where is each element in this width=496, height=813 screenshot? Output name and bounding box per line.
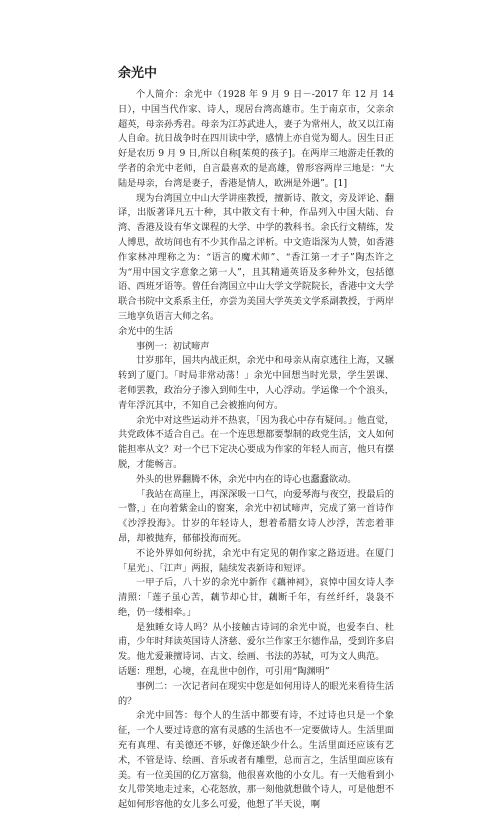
section-heading-life: 余光中的生活 bbox=[118, 325, 174, 337]
paragraph-example-one-g: 是独睡女诗人吗？从小接触古诗词的余光中说，也爱李白、杜甫，少年时拜读英国诗人济慈、爱尔兰作家王尔德作品，受到许多启发。他尤爱兼擅诗词、古文、绘画、书法的苏轼，可为文人典范。 bbox=[118, 621, 394, 663]
paragraph-career: 现为台湾国立中山大学讲座教授，擅新诗、散文，旁及评论、翻译，出版著译凡五十种，其中散文有十种，作品列入中国大陆、台湾、香港及设有华文课程的大学、中学的教科书。余氏行文精练，发人博思，故坊间也有不少其作品之评析。中文造诣深为人赞，如香港作家林冲理称之为：“语言的魔术师”、“香江第一才子”陶杰许之为“用中国文字意象之第一人”，且其精通英语及多种外文，包括德语、西班牙语等。曾任台湾国立中山大学文学院院长，香港中文大学联合书院中文系系主任，亦尝为美国大学英美文学系副教授，于两岸三地享负语言大师之名。 bbox=[118, 192, 394, 322]
paragraph-example-one-a: 廿岁那年，国共内战正炽，余光中和母亲从南京逃往上海，又辗转到了厦门。「时局非常动荡！」余光中回想当时光景，学生罢课、老师罢教，政治分子渗入到师生中，人心浮动。学运像一个个浪头，青年浮沉其中，不知自己会被推向何方。 bbox=[118, 355, 394, 411]
example-one-heading: 事例一：初试啼声 bbox=[136, 340, 210, 352]
paragraph-example-one-c: 外头的世界翻腾不休，余光中内在的诗心也蠢蠢欲动。 bbox=[136, 473, 357, 485]
topic-line: 话题：理想，心境，在乱世中创作，可引用“陶渊明” bbox=[118, 666, 330, 678]
document-title: 余光中 bbox=[118, 66, 158, 81]
document-page bbox=[118, 66, 394, 813]
paragraph-example-one-b: 余光中对这些运动并不热衷，「因为我心中存有疑问。」他直觉，共党政体不适合自己。在一个连思想都要掣制的政党生活，文人如何能担率从文？对一个已下定决心要成为作家的年轻人而言，他只有摆脱，才能畅言。 bbox=[118, 414, 394, 470]
paragraph-intro: 个人简介：余光中（1928 年 9 月 9 日－-2017 年 12 月 14 日），中国当代作家、诗人，现居台湾高雄市。生于南京市，父亲余超英，母亲孙秀君。母亲为江苏武进人，妻子为常州人，故又以江南人自命。抗日战争时在四川读中学，感情上亦自觉为蜀人。因生日正好是农历 9 月 9 日,所以自称[茱萸的孩子]。在两岸三地游走任教的学者的余光中老师，自言最喜欢的是高雄，曾形容两岸三地是：“大陆是母亲，台湾是妻子，香港是情人，欧洲是外遇”。[1] bbox=[118, 89, 394, 189]
paragraph-example-one-f: 一甲子后，八十岁的余光中新作《藕神祠》，哀悼中国女诗人李清照：「莲子虽心苦，藕节却心甘，藕断千年，有丝纤纤，袅袅不绝，仍一缕相牵。」 bbox=[118, 577, 394, 618]
paragraph-example-one-d: 「我站在高崖上，再深深吸一口气，向爱琴海与夜空，投最后的一瞥，」在向着紫金山的窗案，余光中初试啼声，完成了第一首诗作《沙浮投海》。廿岁的年轻诗人，想着希腊女诗人沙浮，苦恋着菲昂，却被抛弃，郁郁投海而死。 bbox=[118, 488, 394, 544]
paragraph-example-one-e: 不论外界如何纷扰，余光中有定见的朝作家之路迈进。在厦门「星光」、「江声」两报，陆续发表新诗和短评。 bbox=[118, 547, 394, 574]
example-two-heading: 事例二：一次记者问在现实中您是如何用诗人的眼光来看待生活的？ bbox=[118, 680, 394, 707]
paragraph-example-two-answer: 余光中回答：每个人的生活中都要有诗，不过诗也只是一个象征，一个人要过诗意的富有灵感的生活也不一定要做诗人。生活里面充有真理、有美德还不够，好像还缺少什么。生活里面还应该有艺术，不管是诗、绘画、音乐或者有雕塑，总而言之，生活里面应该有美。有一位美国的亿万富翁，他很喜欢他的小女儿。有一天他看到小女儿带笑地走过来，心花怒放，那一刻他就想做个诗人，可是他想不起如何形容他的女儿多么可爱，他想了半天说，啊 bbox=[118, 710, 394, 811]
